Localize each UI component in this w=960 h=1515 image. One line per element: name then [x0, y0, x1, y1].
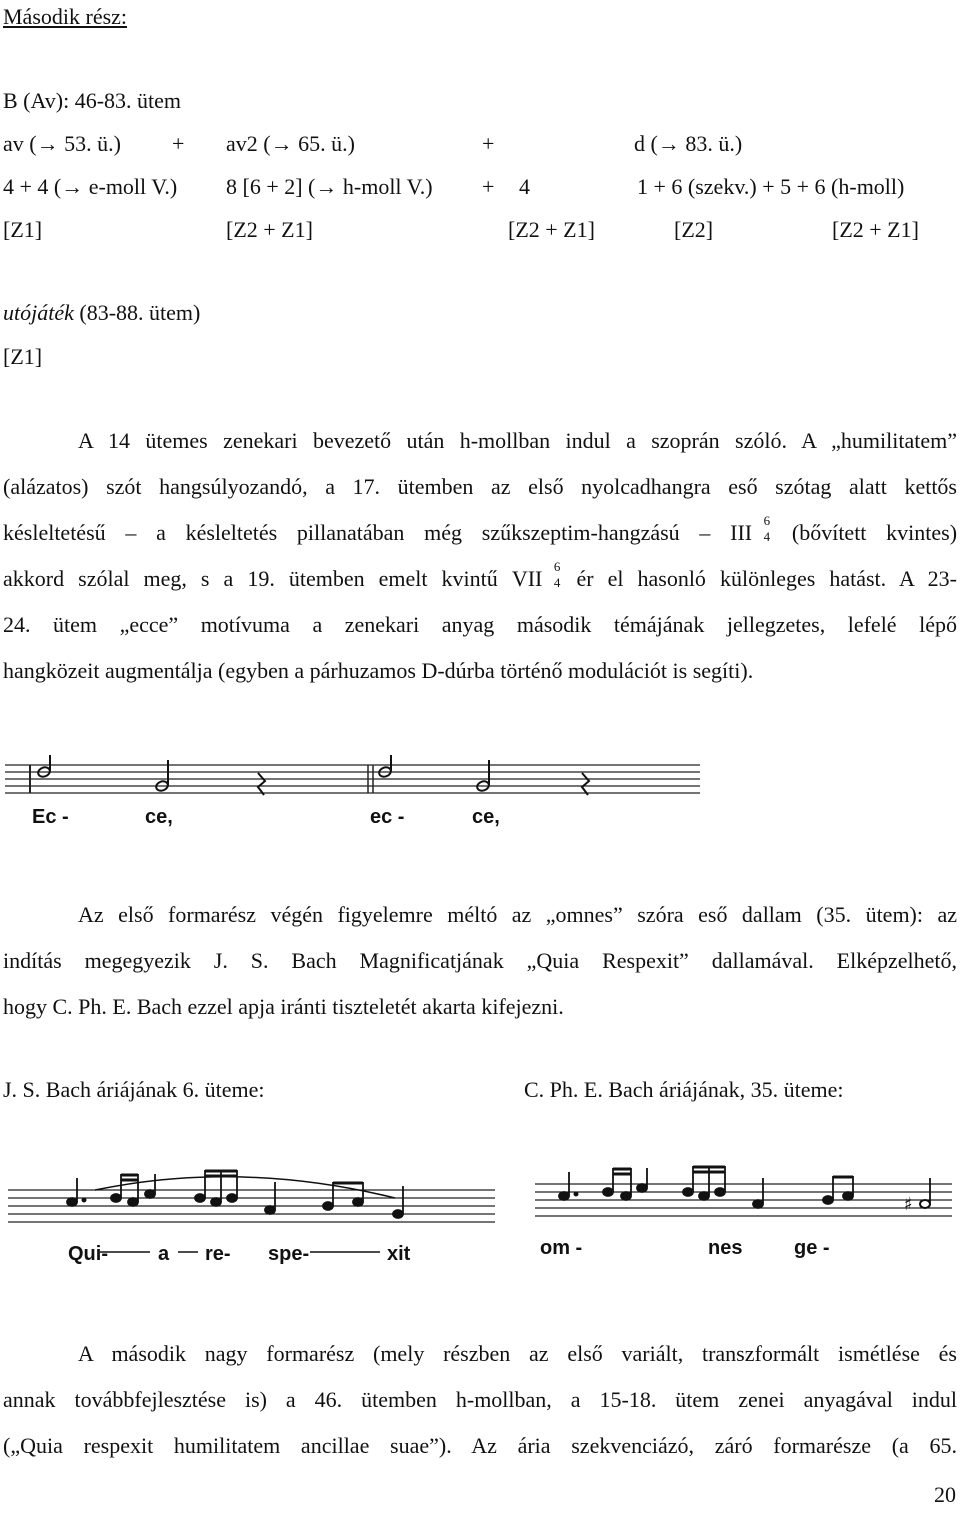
syl-spe: spe-: [268, 1243, 310, 1265]
row2-col1: 4 + 4 (→ e-moll V.): [3, 174, 178, 199]
syl-ge: ge -: [794, 1237, 830, 1259]
score1-notes: [37, 755, 589, 795]
n1: [67, 1198, 77, 1206]
p1-line4: [3, 559, 958, 611]
syl-om: om -: [540, 1237, 583, 1259]
row3-col2: [Z2 + Z1]: [226, 217, 313, 242]
roman-vii: VII: [511, 566, 543, 591]
section-heading: Második rész:: [3, 4, 128, 29]
row3-col5: [Z2 + Z1]: [832, 217, 919, 242]
row1-col3: d (→ 83. ü.): [634, 131, 743, 156]
row1-col2: av2 (→ 65. ü.): [226, 131, 355, 156]
p1-line6: hangközeit augmentálja (egyben a párhuzamos D-dúrba történő modulációt is segíti).: [3, 658, 754, 683]
sharp-icon: ♯: [904, 1194, 913, 1215]
syl-nes: nes: [708, 1237, 743, 1259]
caption-right: C. Ph. E. Bach áriájának, 35. üteme:: [524, 1077, 844, 1102]
p3-line2: annak továbbfejlesztése is) a 46. ütemben h-mollban, a 15-18. ütem zenei anyagával indul: [3, 1387, 957, 1412]
score-quia-respexit: [0, 1160, 500, 1270]
score-omnes: [530, 1160, 955, 1270]
paragraph-2: [3, 901, 957, 1039]
score-ecce: [0, 755, 960, 835]
p1-line3-end: (bővített kvintes): [791, 520, 958, 545]
figure-6: 6: [763, 513, 771, 528]
p1-line3: [3, 513, 958, 565]
p1-line3-text: késleltetésű – a késleltetés pillanatában még szűkszeptim-hangzású –: [3, 520, 711, 545]
p3-line1: A második nagy formarész (mely részben az első variált, transzformált ismétlése és: [78, 1341, 957, 1366]
p3-line3: („Quia respexit humilitatem ancillae suae”). Az ária szekvenciázó, záró formarésze (a 65.: [3, 1433, 957, 1458]
rest-quarter-1: [258, 773, 265, 795]
postlude-line: [3, 300, 200, 326]
n11: [393, 1210, 403, 1218]
p1-line5: 24. ütem „ecce” motívuma a zenekari anyag második témájának jellegzetes, lefelé lépő: [3, 612, 957, 637]
postlude-z: [Z1]: [3, 344, 43, 369]
n5: [195, 1194, 205, 1202]
syl-qui: Qui-: [68, 1243, 108, 1265]
dot1: [82, 1198, 85, 1201]
n2: [111, 1194, 121, 1202]
figured-chord-vii: [511, 559, 563, 593]
paragraph-3: [3, 1340, 957, 1478]
p2-line3: hogy C. Ph. E. Bach ezzel apja iránti tiszteletét akarta kifejezni.: [3, 994, 564, 1019]
row2-col4: 1 + 6 (szekv.) + 5 + 6 (h-moll): [637, 174, 905, 199]
row3-col3: [Z2 + Z1]: [508, 217, 595, 242]
postlude-label: utójáték: [3, 300, 74, 325]
score3-notes: [559, 1166, 930, 1208]
figure-4: 4: [763, 529, 771, 544]
p1-line2: (alázatos) szót hangsúlyozandó, a 17. ütemben az első nyolcadhangra eső szótag alatt kettős: [3, 474, 957, 499]
page-number: 20: [934, 1482, 956, 1507]
figure-4b: 4: [553, 575, 561, 590]
row2-col2: 8 [6 + 2] (→ h-moll V.): [226, 174, 433, 199]
p1-line4-end: ér el hasonló különleges hatást. A 23-: [576, 566, 958, 591]
row1-plus1: +: [172, 131, 185, 156]
n10: [353, 1198, 363, 1206]
roman-iii: III: [730, 520, 753, 545]
p1-line1: A 14 ütemes zenekari bevezető után h-mollban indul a szoprán szóló. A „humilitatem”: [78, 428, 957, 453]
n9: [323, 1202, 333, 1210]
figure-6b: 6: [553, 559, 561, 574]
slur-1: [95, 1177, 395, 1198]
postlude-range: (83-88. ütem): [79, 300, 201, 325]
caption-left: J. S. Bach áriájának 6. üteme:: [3, 1077, 265, 1102]
score2-notes: [67, 1170, 403, 1218]
syl-1: Ec -: [32, 806, 69, 828]
row1-col1: av (→ 53. ü.): [3, 131, 121, 156]
p2-line1: Az első formarész végén figyelemre méltó az „omnes” szóra eső dallam (35. ütem): az: [78, 902, 957, 927]
row3-col4: [Z2]: [674, 217, 714, 242]
syl-2: ce,: [145, 806, 173, 828]
syl-a: a: [158, 1243, 170, 1265]
n6: [211, 1198, 221, 1206]
row2-col3: 4: [519, 174, 530, 199]
n8: [265, 1206, 275, 1214]
row2-plus: +: [482, 174, 495, 199]
n4: [145, 1190, 155, 1198]
syl-xit: xit: [387, 1243, 411, 1265]
syl-3: ec -: [370, 806, 405, 828]
row1-plus2: +: [482, 131, 495, 156]
rest-quarter-2: [582, 773, 589, 795]
section-b-title: B (Av): 46-83. ütem: [3, 88, 182, 113]
n7: [227, 1194, 237, 1202]
row3-col1: [Z1]: [3, 217, 43, 242]
figured-chord-iii: [730, 513, 772, 547]
p2-line2: indítás megegyezik J. S. Bach Magnificatjának „Quia Respexit” dallamával. Elképzelhető,: [3, 948, 957, 973]
n3: [128, 1198, 138, 1206]
p1-line4-text: akkord szólal meg, s a 19. ütemben emelt kvintű: [3, 566, 498, 591]
syl-re: re-: [205, 1243, 231, 1265]
syl-4: ce,: [472, 806, 500, 828]
paragraph-1: [3, 427, 957, 703]
